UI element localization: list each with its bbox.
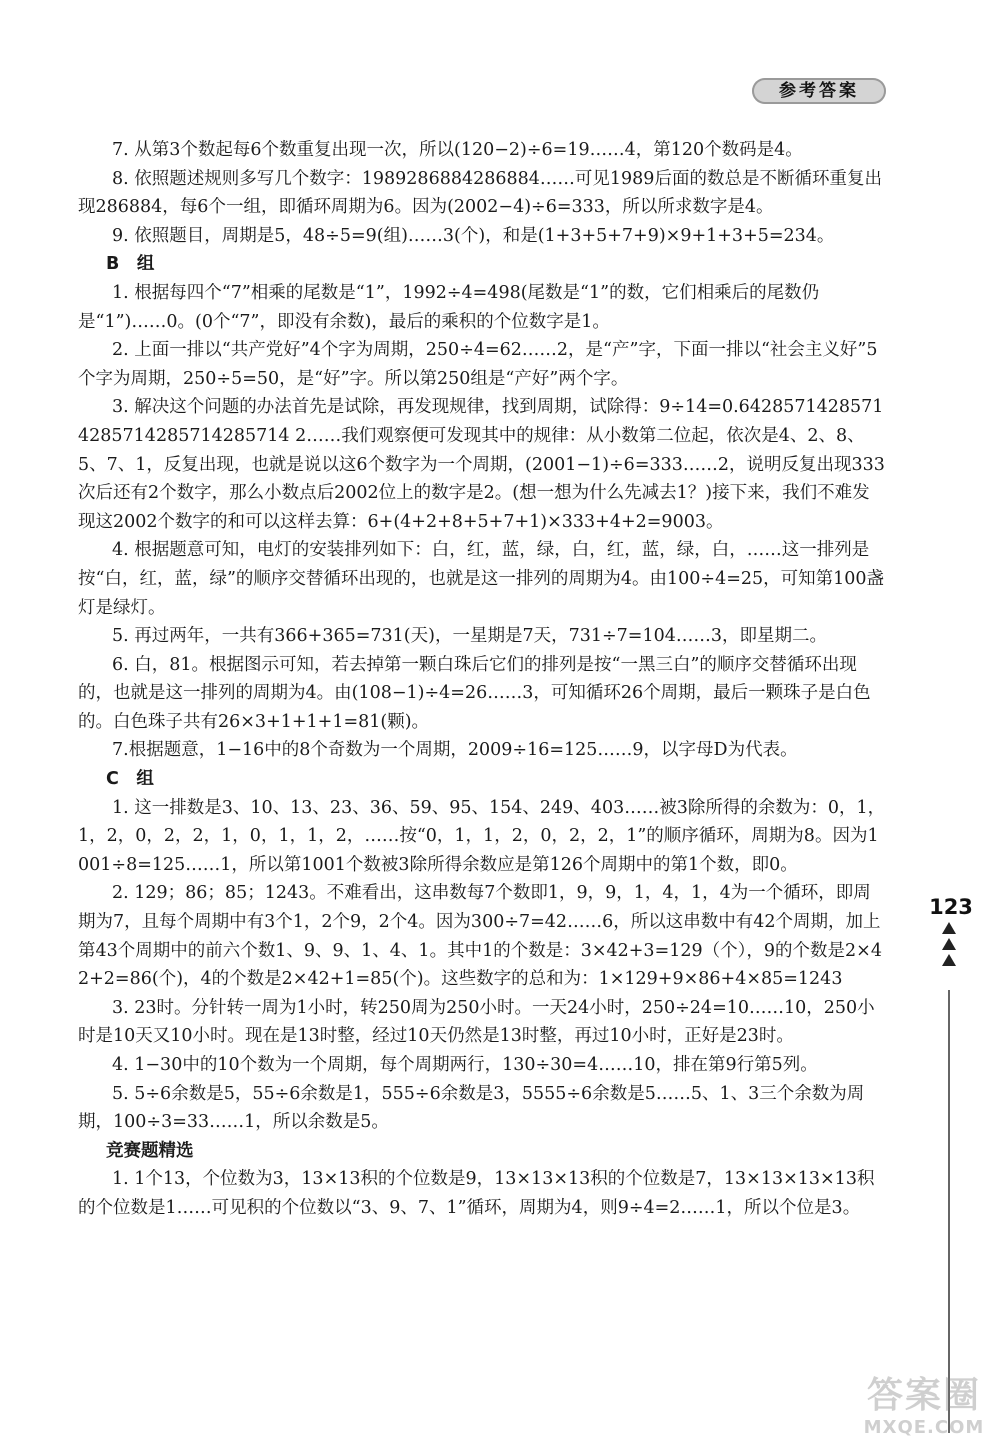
answer-c2: 2. 129；86；85；1243。不难看出，这串数每7个数即1，9，9，1，4，1，4为一个循环，即周期为7，且每个周期中有3个1，2个9，2个4。因为300÷7=42……6，所以这串数中有42个周期，加上第43个周期中的前六个数1、9、9、1、4、1。其中1的个数是：3×42+3=129（个），9的个数是2×42+2=86(个)，4的个数是2×42+1=85(个)。这些数字的总和为：1×129+9×86+4×85=1243 (78, 883, 882, 990)
answer-a9: 9. 依照题目，周期是5，48÷5=9(组)……3(个)，和是(1+3+5+7+9)×9+1+3+5=234。 (112, 225, 835, 246)
answer-b5: 5. 再过两年，一共有366+365=731(天)，一星期是7天，731÷7=104……3，即星期二。 (112, 626, 827, 647)
watermark-url: MXQE.COM (863, 1417, 985, 1438)
page-number: 123 (929, 895, 973, 919)
answer-b1: 1. 根据每四个“7”相乘的尾数是“1”，1992÷4=498(尾数是“1”的数，它们相乘后的尾数仍是“1”)……0。(0个“7”，即没有余数)，最后的乘积的个位数字是1。 (78, 282, 820, 332)
contest-heading: 竞赛题精选 (106, 1140, 194, 1161)
answer-a8: 8. 依照题述规则多写几个数字：1989286884286884……可见1989后面的数总是不断循环重复出现286884，每6个一组，即循环周期为6。因为(2002−4)÷6=333，所以所求数字是4。 (78, 168, 882, 218)
answer-c4: 4. 1−30中的10个数为一个周期，每个周期两行，130÷30=4……10，排在第9行第5列。 (112, 1055, 818, 1075)
watermark-text: 答案圈 (866, 1375, 981, 1416)
answer-contest-1: 1. 1个13，个位数为3，13×13积的个位数是9，13×13×13积的个位数是7，13×13×13×13积的个位数是1……可见积的个位数以“3、9、7、1”循环，周期为4，则9÷4=2……1，所以个位是3。 (78, 1169, 875, 1218)
answer-c5: 5. 5÷6余数是5，55÷6余数是1，555÷6余数是3，5555÷6余数是5……5、1、3三个余数为周期，100÷3=33……1，所以余数是5。 (78, 1083, 865, 1133)
margin-rule (948, 990, 950, 1433)
answer-c3: 3. 23时。分针转一周为1小时，转250周为250小时。一天24小时，250÷24=10……10，250小时是10天又10小时。现在是13时整，经过10天仍然是13时整，再过10小时，正好是23时。 (78, 997, 875, 1047)
group-b-heading: B 组 (106, 254, 155, 275)
watermark-logo (858, 1376, 990, 1446)
page-arrows-icon (935, 922, 963, 970)
answer-a7: 7. 从第3个数起每6个数重复出现一次，所以(120−2)÷6=19……4，第120个数码是4。 (112, 140, 803, 160)
page-content (78, 136, 886, 1223)
answer-b6: 6. 白，81。根据图示可知，若去掉第一颗白珠后它们的排列是按“一黑三白”的顺序交替循环出现的，也就是这一排列的周期为4。由(108−1)÷4=26……3，可知循环26个周期，最后一颗珠子是白色的。白色珠子共有26×3+1+1+1=81(颗)。 (78, 654, 871, 732)
answer-b2: 2. 上面一排以“共产党好”4个字为周期，250÷4=62……2，是“产”字，下面一排以“社会主义好”5个字为周期，250÷5=50，是“好”字。所以第250组是“产好”两个字。 (78, 340, 878, 389)
group-c-heading: C 组 (106, 769, 154, 790)
answer-b3: 3. 解决这个问题的办法首先是试除，再发现规律，找到周期，试除得：9÷14=0.64285714285714285714285714285714 2……我们观察便可发现其中的规律：从小数第二位起，依次是4、2、8、5、7、1，反复出现，也就是说以这6个数字为一个周期，(2001−1)÷6=333……2，说明反复出现333次后还有2个数字，那么小数点后2002位上的数字是2。(想一想为什么先减去1？)接下来，我们不难发现这2002个数字的和可以这样去算：6+(4+2+8+5+7+1)×333+4+2=9003。 (78, 397, 885, 532)
answer-b4: 4. 根据题意可知，电灯的安装排列如下：白，红，蓝，绿，白，红，蓝，绿，白，……这一排列是按“白，红，蓝，绿”的顺序交替循环出现的，也就是这一排列的周期为4。由100÷4=25，可知第100盏灯是绿灯。 (78, 540, 885, 618)
answer-b7: 7.根据题意，1−16中的8个奇数为一个周期，2009÷16=125……9，以字母D为代表。 (112, 740, 798, 761)
section-badge: 参考答案 (752, 78, 886, 104)
answer-c1: 1. 这一排数是3、10、13、23、36、59、95、154、249、403……被3除所得的余数为：0，1，1，2，0，2，2，1，0，1，1，2，……按“0，1，1，2，0，2，2，1”的顺序循环，周期为8。因为1001÷8=125……1，所以第1001个数被3除所得余数应是第126个周期中的第1个数，即0。 (78, 797, 886, 875)
